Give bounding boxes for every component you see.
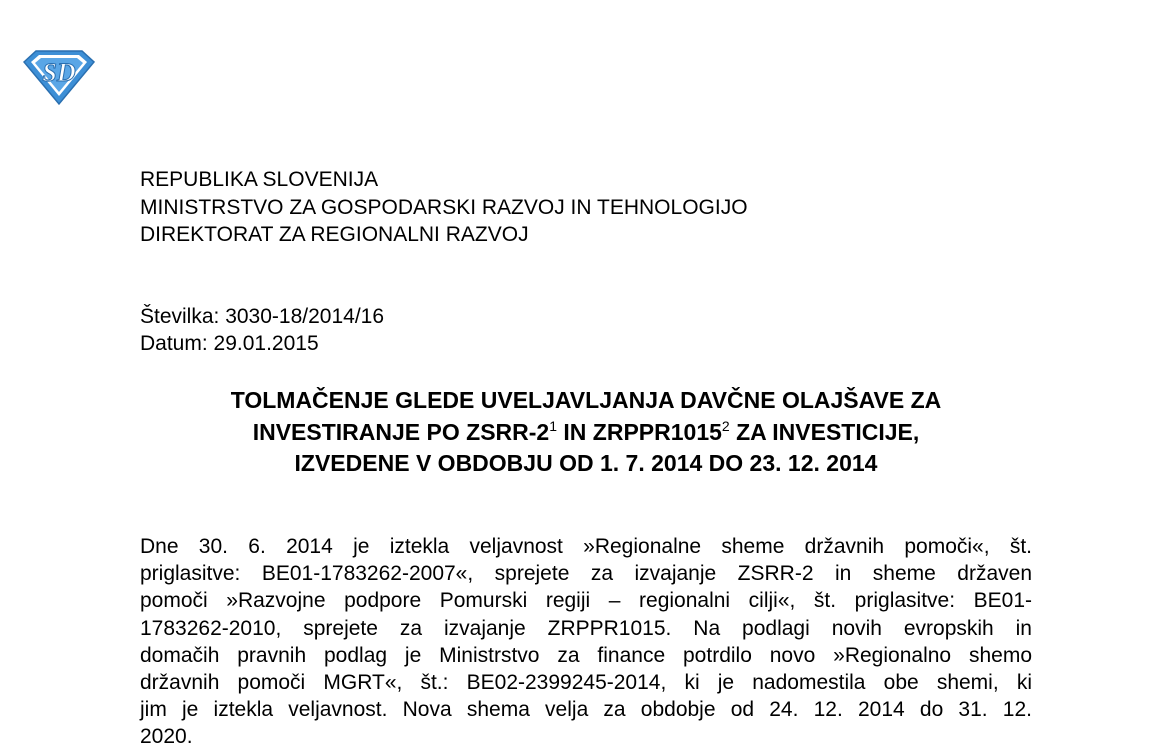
logo-icon <box>22 48 96 106</box>
body-line: priglasitve: BE01-1783262-2007«, sprejete za izvajanje ZSRR-2 in sheme državen <box>140 562 1032 586</box>
document-reference <box>140 303 384 357</box>
body-paragraph <box>140 533 1032 751</box>
title-line-1: TOLMAČENJE GLEDE UVELJAVLJANJA DAVČNE OLAJŠAVE ZA <box>230 387 942 413</box>
footnote-ref-2: 2 <box>721 417 730 434</box>
document-number: Številka: 3030-18/2014/16 <box>140 305 385 328</box>
sd-diamond-logo <box>22 48 96 106</box>
title-line-2-part-a: INVESTIRANJE PO ZSRR-2 <box>252 418 550 445</box>
header-ministry: MINISTRSTVO ZA GOSPODARSKI RAZVOJ IN TEHNOLOGIJO <box>140 195 748 219</box>
body-line: Dne 30. 6. 2014 je iztekla veljavnost »Regionalne sheme državnih pomoči«, št. <box>140 535 1032 558</box>
body-line: 2020. <box>140 725 193 749</box>
body-line: domačih pravnih podlag je Ministrstvo za finance potrdilo novo »Regionalno shemo <box>140 643 1032 667</box>
body-line: 1783262-2010, sprejete za izvajanje ZRPPR1015. Na podlagi novih evropskih in <box>140 616 1032 640</box>
title-line-3: IZVEDENE V OBDOBJU OD 1. 7. 2014 DO 23. 12. 2014 <box>294 450 878 476</box>
logo-text: SD <box>42 58 76 87</box>
issuer-header <box>140 166 748 249</box>
header-country: REPUBLIKA SLOVENIJA <box>140 168 379 191</box>
header-directorate: DIREKTORAT ZA REGIONALNI RAZVOJ <box>140 223 529 246</box>
body-line: pomoči »Razvojne podpore Pomurski regiji – regionalni cilji«, št. priglasitve: BE01- <box>140 589 1032 613</box>
body-line: državnih pomoči MGRT«, št.: BE02-2399245-2014, ki je nadomestila obe shemi, ki <box>140 671 1032 695</box>
footnote-ref-1: 1 <box>549 417 557 434</box>
title-line-2 <box>140 417 1032 449</box>
title-line-2-part-c: ZA INVESTICIJE, <box>729 418 920 445</box>
document-date: Datum: 29.01.2015 <box>140 332 319 355</box>
title-line-2-part-b: IN ZRPPR1015 <box>557 418 722 445</box>
body-line: jim je iztekla veljavnost. Nova shema velja za obdobje od 24. 12. 2014 do 31. 12. <box>140 698 1032 722</box>
document-title <box>140 385 1032 480</box>
